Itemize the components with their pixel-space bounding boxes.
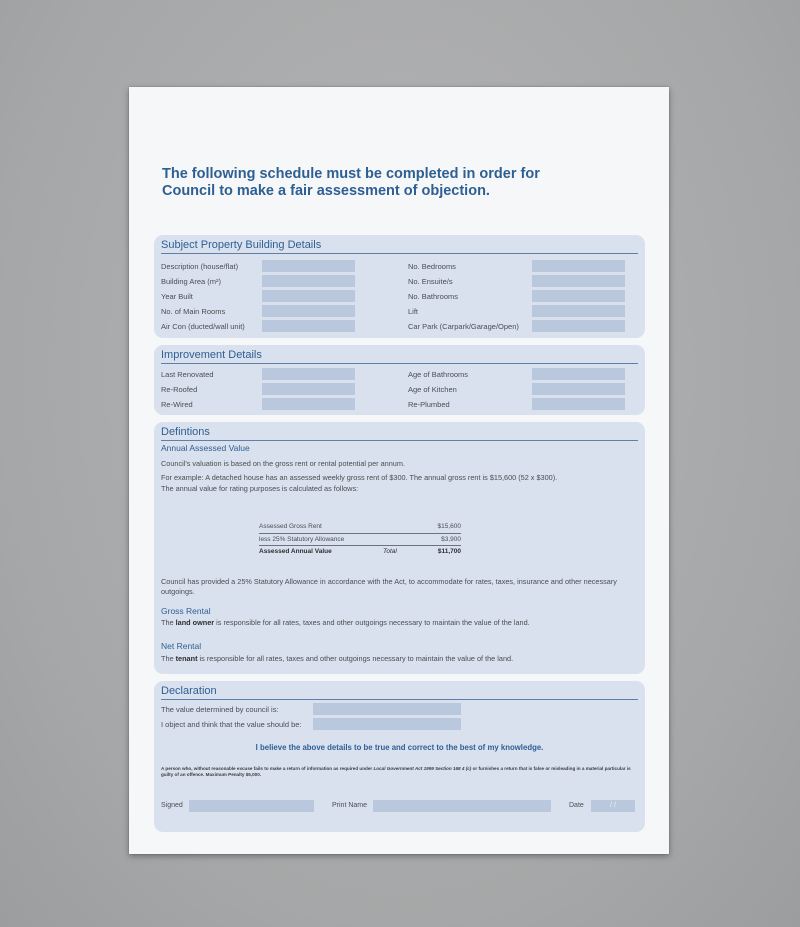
calc-total-mid: Total: [383, 548, 397, 555]
calc-total-amount: $11,700: [437, 548, 461, 555]
signature-field[interactable]: [189, 800, 314, 812]
improvement-details-title: Improvement Details: [161, 349, 638, 364]
gross-rental-post: is responsible for all rates, taxes and other outgoings necessary to maintain the value of the land.: [216, 618, 530, 627]
improvement-details-panel: [154, 345, 645, 415]
belief-statement: I believe the above details to be true and correct to the best of my knowledge.: [255, 743, 544, 752]
re-plumbed-label: Re-Plumbed: [408, 400, 450, 409]
gross-rental-pre: The: [161, 618, 174, 627]
objection-value-field[interactable]: [313, 718, 461, 730]
age-bathrooms-field[interactable]: [532, 368, 625, 380]
penalty-notice: [161, 766, 638, 778]
gross-rental-text: [161, 618, 631, 628]
print-name-label: Print Name: [332, 802, 368, 809]
air-con-label: Air Con (ducted/wall unit): [161, 322, 245, 331]
page-title: The following schedule must be completed in order for Council to make a fair assessment of objection.: [162, 166, 540, 199]
date-field[interactable]: / /: [591, 800, 635, 812]
re-roofed-field[interactable]: [262, 383, 355, 395]
building-area-field[interactable]: [262, 275, 355, 287]
last-renovated-label: Last Renovated: [161, 370, 214, 379]
council-value-label: The value determined by council is:: [161, 705, 279, 714]
re-wired-label: Re-Wired: [161, 400, 193, 409]
net-rental-text: [161, 654, 631, 664]
bedrooms-label: No. Bedrooms: [408, 262, 456, 271]
year-built-label: Year Built: [161, 292, 193, 301]
re-wired-field[interactable]: [262, 398, 355, 410]
declaration-panel: [154, 681, 645, 832]
net-rental-pre: The: [161, 654, 174, 663]
calc-total-label: Assessed Annual Value: [259, 548, 332, 555]
print-name-field[interactable]: [373, 800, 551, 812]
building-details-panel: [154, 235, 645, 338]
lift-label: Lift: [408, 307, 419, 316]
net-rental-post: is responsible for all rates, taxes and other outgoings necessary to maintain the value of the land.: [199, 654, 514, 663]
calculation-table: [259, 521, 461, 559]
re-roofed-label: Re-Roofed: [161, 385, 198, 394]
lift-field[interactable]: [532, 305, 625, 317]
bedrooms-field[interactable]: [532, 260, 625, 272]
declaration-title: Declaration: [161, 685, 638, 700]
definition-paragraph-3: The annual value for rating purposes is calculated as follows:: [161, 484, 359, 493]
bathrooms-label: No. Bathrooms: [408, 292, 459, 301]
penalty-notice-act: Local Government Act 1999 Section 168 4 (c): [373, 766, 472, 771]
air-con-field[interactable]: [262, 320, 355, 332]
definitions-panel: [154, 422, 645, 674]
calc-gross-amount: $15,600: [437, 523, 461, 530]
annual-assessed-value-title: Annual Assessed Value: [161, 443, 250, 453]
form-sheet: [129, 87, 669, 854]
description-field[interactable]: [262, 260, 355, 272]
building-area-label: Building Area (m²): [161, 277, 222, 286]
net-rental-bold: tenant: [175, 654, 198, 663]
calc-row-gross: [259, 521, 461, 534]
ensuites-field[interactable]: [532, 275, 625, 287]
main-rooms-field[interactable]: [262, 305, 355, 317]
definitions-title: Defintions: [161, 426, 638, 441]
objection-value-label: I object and think that the value should be:: [161, 720, 302, 729]
year-built-field[interactable]: [262, 290, 355, 302]
gross-rental-title: Gross Rental: [161, 606, 211, 616]
age-bathrooms-label: Age of Bathrooms: [408, 370, 469, 379]
age-kitchen-field[interactable]: [532, 383, 625, 395]
date-label: Date: [569, 802, 584, 809]
net-rental-title: Net Rental: [161, 641, 202, 651]
ensuites-label: No. Ensuite/s: [408, 277, 453, 286]
council-value-field[interactable]: [313, 703, 461, 715]
penalty-notice-a: A person who, without reasonable excuse fails to make a return of information as required under: [161, 766, 373, 771]
penalty-notice-b: or furnishes a return that is false or misleading in a material particular is guilty of an offence. Maximum Penalty $5,000.: [161, 766, 631, 777]
calc-allowance-label: less 25% Statutory Allowance: [259, 535, 345, 543]
bathrooms-field[interactable]: [532, 290, 625, 302]
definition-paragraph-2: For example: A detached house has an assessed weekly gross rent of $300. The annual gross rent is $15,600 (52 x $300).: [161, 473, 558, 482]
building-details-title: Subject Property Building Details: [161, 239, 638, 254]
main-rooms-label: No. of Main Rooms: [161, 307, 226, 316]
gross-rental-bold: land owner: [175, 618, 215, 627]
definition-paragraph-4: Council has provided a 25% Statutory Allowance in accordance with the Act, to accommodate for rates, taxes, insurance and other necessary outgoings.: [161, 577, 617, 596]
last-renovated-field[interactable]: [262, 368, 355, 380]
calc-gross-label: Assessed Gross Rent: [259, 523, 322, 530]
calc-row-total: [259, 546, 461, 559]
definition-paragraph-1: Council's valuation is based on the gross rent or rental potential per annum.: [161, 459, 405, 468]
signed-label: Signed: [161, 802, 183, 809]
car-park-label: Car Park (Carpark/Garage/Open): [408, 322, 519, 331]
calc-allowance-amount: $3,900: [441, 535, 461, 543]
description-label: Description (house/flat): [161, 262, 239, 271]
re-plumbed-field[interactable]: [532, 398, 625, 410]
car-park-field[interactable]: [532, 320, 625, 332]
age-kitchen-label: Age of Kitchen: [408, 385, 457, 394]
calc-row-allowance: [259, 534, 461, 547]
